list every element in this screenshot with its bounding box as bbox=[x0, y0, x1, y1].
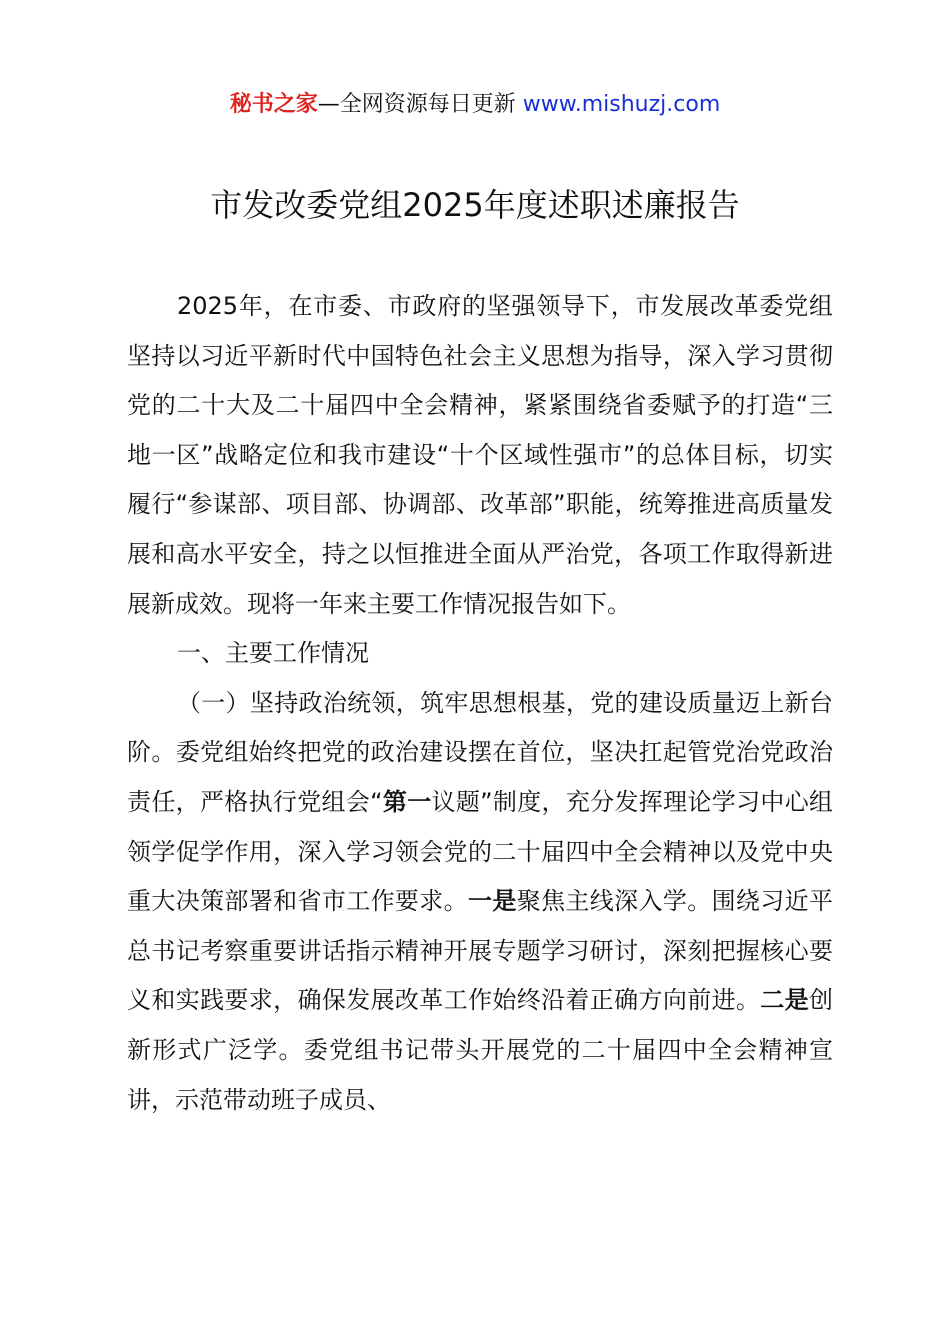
section-heading: 一、主要工作情况 bbox=[177, 639, 369, 668]
bold-text: 第一 bbox=[382, 787, 432, 816]
document-title: 市发改委党组2025年度述职述廉报告 bbox=[210, 186, 740, 224]
brand-name: 秘书之家 bbox=[229, 92, 318, 117]
paragraph-text: 聚焦主线深入学。围绕习近平总书记考察重要讲话指示精神开展专题学习研讨，深刻把握核心要义和实践要求，确保发展改革工作始终沿着正确方向前进。 bbox=[127, 887, 834, 1015]
site-header bbox=[0, 88, 950, 122]
bold-text: 二是 bbox=[760, 986, 810, 1015]
header-tagline: —全网资源每日更新 bbox=[317, 92, 516, 117]
document-body bbox=[127, 282, 833, 1125]
bold-text: 一是 bbox=[468, 887, 517, 916]
paragraph-text: 创新形式广泛学。委党组书记带头开展党的二十届四中全会精神宣讲，示范带动班子成员、 bbox=[127, 986, 834, 1114]
intro-paragraph: 2025年，在市委、市政府的坚强领导下，市发展改革委党组坚持以习近平新时代中国特色社会主义思想为指导，深入学习贯彻党的二十大及二十届四中全会精神，紧紧围绕省委赋予的打造“三地一区”战略定位和我市建设“十个区域性强市”的总体目标，切实履行“参谋部、项目部、协调部、改革部”职能，统筹推进高质量发展和高水平安全，持之以恒推进全面从严治党，各项工作取得新进展新成效。现将一年来主要工作情况报告如下。 bbox=[127, 292, 833, 618]
site-url-link[interactable]: www.mishuzj.com bbox=[522, 92, 721, 117]
section-paragraph bbox=[127, 679, 833, 1125]
paragraph-text: （一）坚持政治统领，筑牢思想根基，党的建设质量迈上新台阶。委党组始终把党的政治建设摆在首位，坚决扛起管党治党政治责任，严格执行党组会“ bbox=[127, 688, 833, 816]
paragraph-text: 议题”制度，充分发挥理论学习中心组领学促学作用，深入学习领会党的二十届四中全会精神以及党中央重大决策部署和省市工作要求。 bbox=[127, 787, 834, 916]
